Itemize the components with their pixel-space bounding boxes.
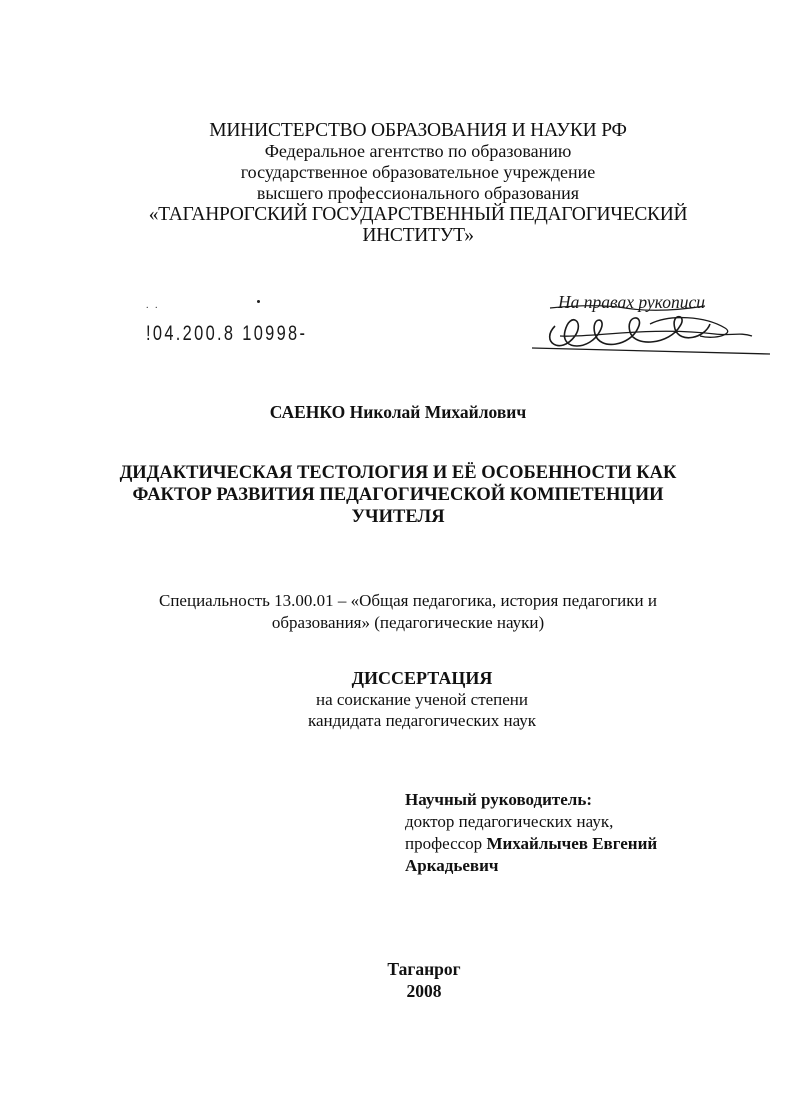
manuscript-note: На правах рукописи xyxy=(558,292,705,312)
specialty-line-2: образования» (педагогические науки) xyxy=(271,613,545,632)
footer-block xyxy=(26,958,796,1002)
dissertation-heading: ДИССЕРТАЦИЯ xyxy=(351,668,493,688)
title-line-2: ФАКТОР РАЗВИТИЯ ПЕДАГОГИЧЕСКОЙ КОМПЕТЕНЦИИ xyxy=(132,485,664,505)
registration-stamp: !04.200.8 10998- xyxy=(146,322,308,345)
title-line-3: УЧИТЕЛЯ xyxy=(351,507,445,527)
institute-name-line: «ТАГАНРОГСКИЙ ГОСУДАРСТВЕННЫЙ ПЕДАГОГИЧЕСКИЙ xyxy=(148,204,688,225)
title-line-1: ДИДАКТИЧЕСКАЯ ТЕСТОЛОГИЯ И ЕЁ ОСОБЕННОСТИ КАК xyxy=(119,463,677,483)
supervisor-degree: доктор педагогических наук, xyxy=(405,812,614,831)
specialty-line-1: Специальность 13.00.01 – «Общая педагогика, история педагогики и xyxy=(159,591,657,610)
supervisor-title: профессор xyxy=(405,834,483,853)
agency-line: Федеральное агентство по образованию xyxy=(264,141,572,161)
supervisor-label: Научный руководитель: xyxy=(405,790,592,809)
degree-line-1: на соискание ученой степени xyxy=(315,690,529,709)
year: 2008 xyxy=(406,981,442,1001)
supervisor-name: Михайлычев Евгений xyxy=(486,834,658,853)
institution-header xyxy=(20,120,796,246)
author-name: САЕНКО Николай Михайлович xyxy=(269,402,527,422)
supervisor-patronymic: Аркадьевич xyxy=(405,856,499,875)
institute-name-line-2: ИНСТИТУТ» xyxy=(362,225,474,246)
supervisor-title-line xyxy=(405,833,735,855)
ministry-line: МИНИСТЕРСТВО ОБРАЗОВАНИЯ И НАУКИ РФ xyxy=(209,120,627,141)
dissertation-title xyxy=(28,462,768,528)
supervisor-block xyxy=(405,789,735,877)
specialty-block xyxy=(10,590,796,634)
handwritten-signature xyxy=(530,296,775,366)
institution-type-line: государственное образовательное учреждение xyxy=(240,162,596,182)
education-level-line: высшего профессионального образования xyxy=(256,183,580,203)
stamp-dots: . . xyxy=(146,300,160,311)
degree-line-2: кандидата педагогических наук xyxy=(307,711,537,730)
stamp-dot xyxy=(257,300,260,303)
dissertation-block xyxy=(24,668,796,731)
city: Таганрог xyxy=(387,959,461,979)
